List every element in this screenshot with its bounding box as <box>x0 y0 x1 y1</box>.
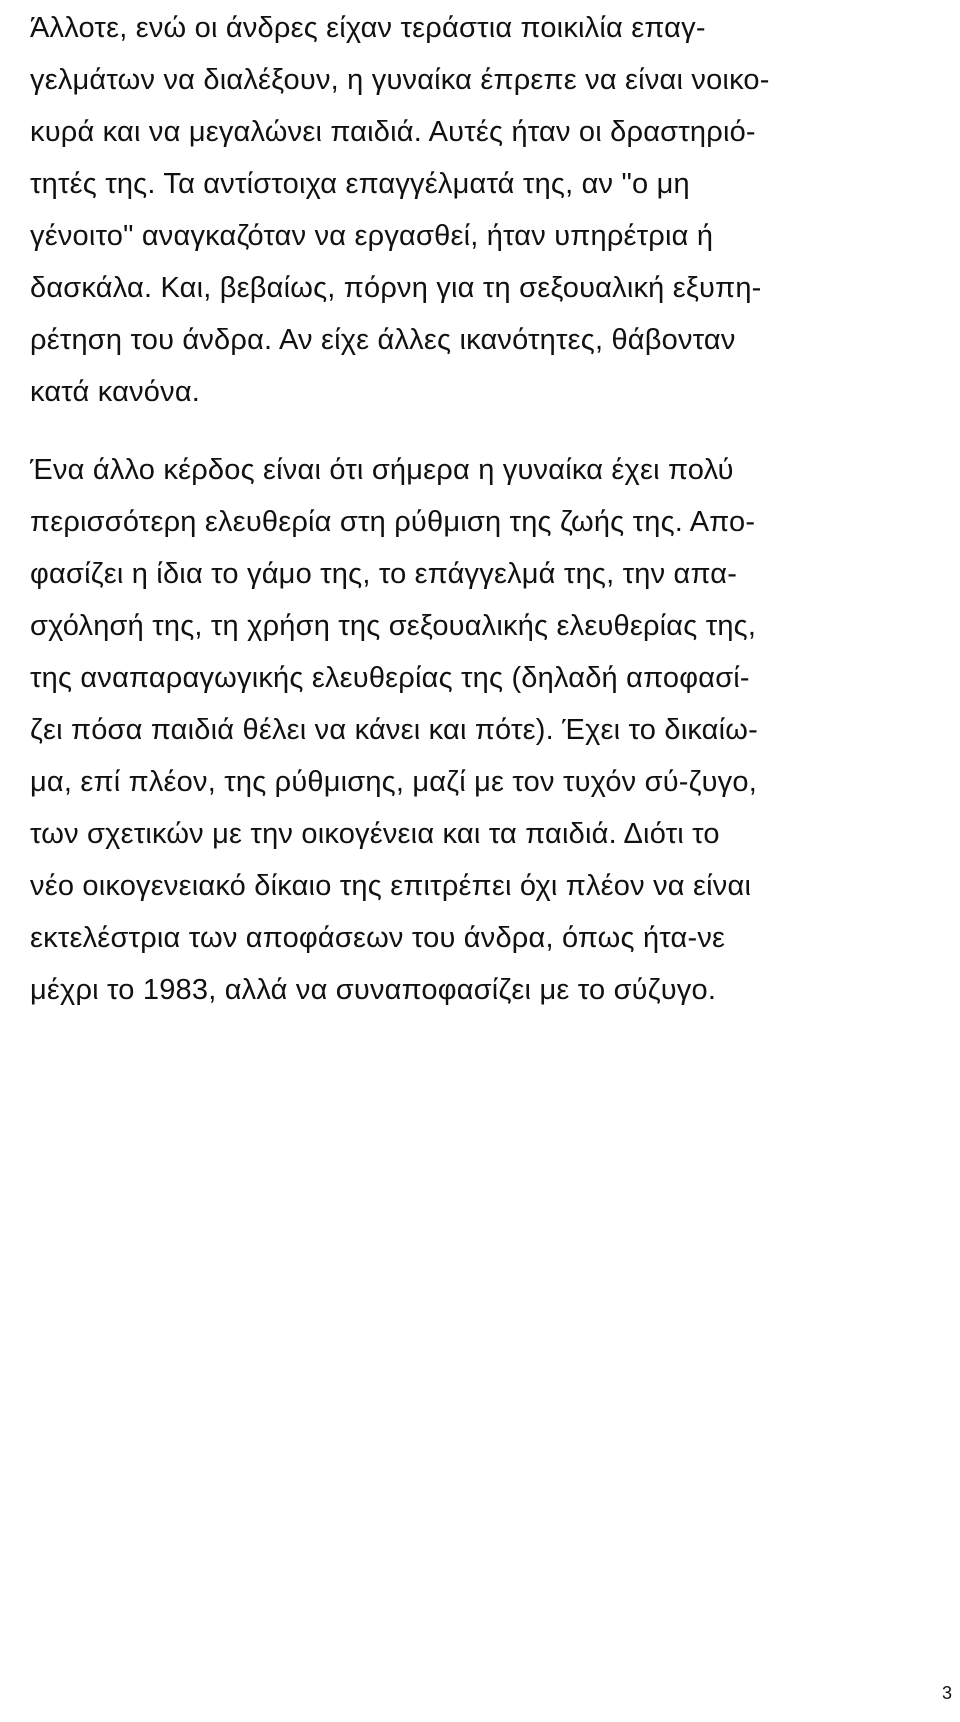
text-line: της αναπαραγωγικής ελευθερίας της (δηλαδή αποφασί- <box>30 662 750 694</box>
text-line: γελμάτων να διαλέξουν, η γυναίκα έπρεπε να είναι νοικο- <box>30 64 770 96</box>
text-line: των σχετικών με την οικογένεια και τα παιδιά. Διότι το <box>30 818 720 850</box>
text-line: εκτελέστρια των αποφάσεων του άνδρα, όπως ήτα-νε <box>30 922 726 954</box>
text-line: δασκάλα. Και, βεβαίως, πόρνη για τη σεξουαλική εξυπη- <box>30 272 762 304</box>
text-line: ζει πόσα παιδιά θέλει να κάνει και πότε). Έχει το δικαίω- <box>30 714 758 746</box>
text-line: φασίζει η ίδια το γάμο της, το επάγγελμά της, την απα- <box>30 558 738 590</box>
text-line: κυρά και να μεγαλώνει παιδιά. Αυτές ήταν οι δραστηριό- <box>30 116 756 148</box>
text-line: κατά κανόνα. <box>30 376 201 408</box>
text-line: γένοιτο" αναγκαζόταν να εργασθεί, ήταν υπηρέτρια ή <box>30 220 714 252</box>
page-number: 3 <box>941 1683 952 1703</box>
paragraph-1 <box>30 2 930 418</box>
text-line: Άλλοτε, ενώ οι άνδρες είχαν τεράστια ποικιλία επαγ- <box>30 12 706 44</box>
text-line: μέχρι το 1983, αλλά να συναποφασίζει με το σύζυγο. <box>30 974 717 1006</box>
text-line: περισσότερη ελευθερία στη ρύθμιση της ζωής της. Απο- <box>30 506 756 538</box>
text-line: σχόλησή της, τη χρήση της σεξουαλικής ελευθερίας της, <box>30 610 757 642</box>
text-line: μα, επί πλέον, της ρύθμισης, μαζί με τον τυχόν σύ-ζυγο, <box>30 766 757 798</box>
text-line: Ένα άλλο κέρδος είναι ότι σήμερα η γυναίκα έχει πολύ <box>30 454 734 486</box>
text-line: νέο οικογενειακό δίκαιο της επιτρέπει όχι πλέον να είναι <box>30 870 752 902</box>
text-line: ρέτηση του άνδρα. Αν είχε άλλες ικανότητες, θάβονταν <box>30 324 736 356</box>
text-line: τητές της. Τα αντίστοιχα επαγγέλματά της, αν "ο μη <box>30 168 690 200</box>
paragraph-2 <box>30 444 930 1016</box>
